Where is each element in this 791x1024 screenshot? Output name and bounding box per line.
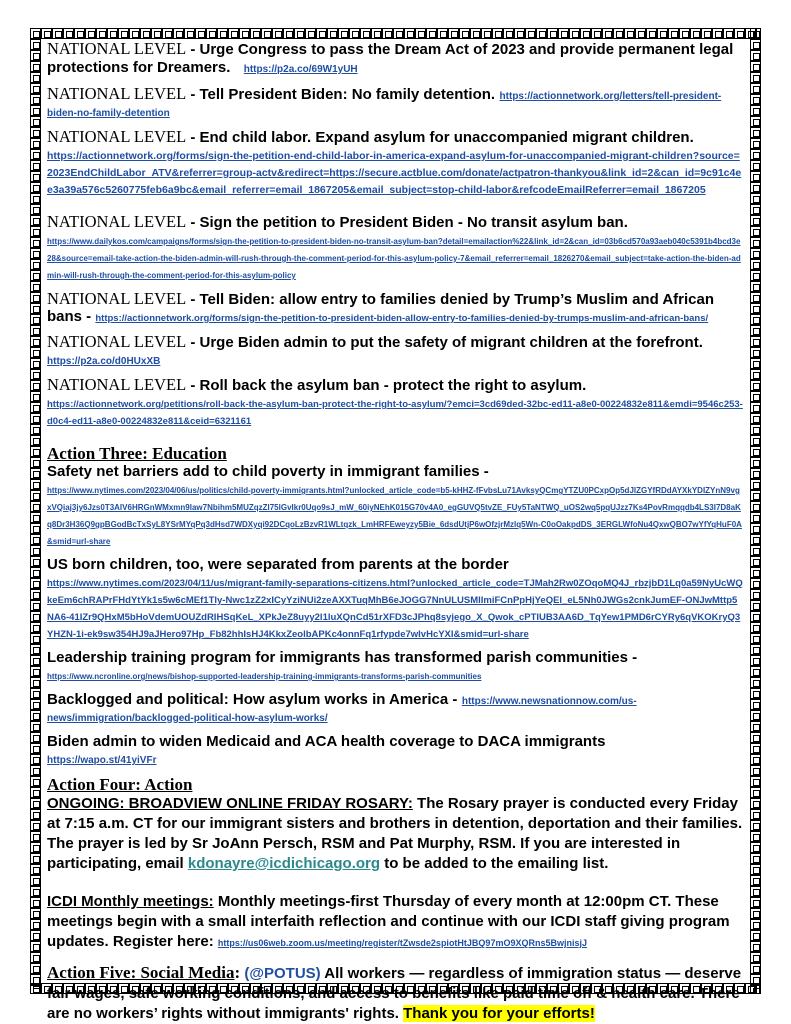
border-ornament bbox=[503, 28, 514, 39]
border-ornament bbox=[750, 666, 761, 677]
border-ornament bbox=[750, 886, 761, 897]
border-ornament bbox=[750, 149, 761, 160]
border-ornament bbox=[30, 952, 41, 963]
border-ornament bbox=[184, 28, 195, 39]
border-ornament bbox=[217, 28, 228, 39]
border-ornament bbox=[750, 314, 761, 325]
border-ornament bbox=[750, 578, 761, 589]
border-ornament bbox=[30, 248, 41, 259]
border-ornament bbox=[30, 633, 41, 644]
education-item: Biden admin to widen Medicaid and ACA health coverage to DACA immigrants https://wapo.st/41yiVFr bbox=[47, 733, 606, 766]
border-ornament bbox=[30, 413, 41, 424]
border-ornament bbox=[30, 237, 41, 248]
border-ornament bbox=[750, 204, 761, 215]
border-ornament bbox=[679, 28, 690, 39]
border-ornament bbox=[30, 380, 41, 391]
border-ornament bbox=[30, 446, 41, 457]
border-ornament bbox=[404, 28, 415, 39]
dream-act-link[interactable]: https://p2a.co/69W1yUH bbox=[243, 64, 358, 75]
border-ornament bbox=[52, 28, 63, 39]
border-ornament bbox=[30, 820, 41, 831]
border-ornament bbox=[30, 655, 41, 666]
border-ornament bbox=[30, 468, 41, 479]
border-ornament bbox=[30, 94, 41, 105]
border-ornament bbox=[558, 28, 569, 39]
border-ornament bbox=[250, 28, 261, 39]
border-ornament bbox=[30, 611, 41, 622]
border-ornament bbox=[96, 28, 107, 39]
border-ornament bbox=[750, 556, 761, 567]
border-ornament bbox=[30, 292, 41, 303]
border-ornament bbox=[30, 875, 41, 886]
border-ornament bbox=[750, 721, 761, 732]
border-ornament bbox=[750, 688, 761, 699]
border-ornament bbox=[750, 259, 761, 270]
muslim-african-bans-link[interactable]: https://actionnetwork.org/forms/sign-the-petition-to-president-biden-allow-entry-to-families-denied-by-trumps-muslim-and-african-bans/ bbox=[95, 313, 709, 324]
border-ornament bbox=[750, 633, 761, 644]
border-ornament bbox=[750, 61, 761, 72]
border-ornament bbox=[750, 413, 761, 424]
border-ornament bbox=[750, 116, 761, 127]
border-ornament bbox=[151, 28, 162, 39]
border-ornament bbox=[613, 28, 624, 39]
education-item: US born children, too, were separated from parents at the border https://www.nytimes.com/2023/04/11/us/migrant-family-separations-citizens.html?unlocked_article_code=TJMah2Rw0ZOqoMQ4J_rbzjbD1Lq0a59NyUcWQkeEm6chRAPrFHdYtYk1s5w6cMEf1Tly-Nwc1zZ2xICyYziNUi2zeAXXTuqMhB6eJOGG7NnULUSMlImiFCnPpHjYeQEl_eL5Nh0JWGs2cnkJumEF-ONJwMttp5NA6-41IZr9QHxM5bHoVdemUOUZdRIHSqKeL_XPkJeZ8uyy2l1luXQnCd51rXFD3cJPhq8syjego_X_Qwok_cPTlUB3AA6D_TqYew1PMD6rCYRy6qVKOKryQ3YHZN-1i-ek9sw354HJ9aJHero97Hp_Fb82hhIsHJ4KkxZeolbAPKc4onnFq1rfypde7wIvHcYXI&smid=url-share bbox=[47, 556, 743, 640]
border-ornament bbox=[750, 215, 761, 226]
border-ornament bbox=[750, 853, 761, 864]
border-ornament bbox=[30, 105, 41, 116]
border-ornament bbox=[30, 776, 41, 787]
border-ornament bbox=[30, 160, 41, 171]
border-ornament bbox=[74, 28, 85, 39]
border-ornament bbox=[426, 28, 437, 39]
border-ornament bbox=[30, 930, 41, 941]
border-ornament bbox=[750, 831, 761, 842]
border-ornament bbox=[30, 721, 41, 732]
border-ornament bbox=[30, 842, 41, 853]
education-item: Safety net barriers add to child poverty in immigrant families - https://www.nytimes.com/2023/04/06/us/politics/child-poverty-immigrants.html?unlocked_article_code=b5-kHHZ-fFvbsLu71AvksyQCmgYTZU0PCxpOp5dJlZGYfRDdAYXkYDIZYnN9vgxVQiaj3jy6Jzs0T3AIV6HRGnWMxmn9law7Nbihm5MUZqzZl75lGvIkr0Uqo9sJ_mW_60iyNEhK015G70v4A0_egGUVQ5tvZE_FUy5TaNTWQ_uOS2wq5pqUJzz7Ks4PovRmqqdb4LS3I7D8aKq8Dr3H36Q9gpBGodBcTxSyL8YSrMYqPq3dHsd7WDXyqi92DCqoLzBzvR1WLtqzk_LmHRFEweyzy5Bie_6dsdUtjP6wOfzjrMzlq5Wn-C0oOakpdDS_3ERGLWfoNu4QxwQBO7wYfYqHuF0A&smid=url-share bbox=[47, 463, 742, 546]
border-ornament bbox=[750, 622, 761, 633]
border-ornament bbox=[470, 28, 481, 39]
border-ornament bbox=[30, 479, 41, 490]
border-ornament bbox=[624, 28, 635, 39]
border-ornament bbox=[30, 523, 41, 534]
border-ornament bbox=[668, 28, 679, 39]
border-ornament bbox=[750, 28, 761, 39]
national-item: NATIONAL LEVEL - Urge Congress to pass the Dream Act of 2023 and provide permanent legal protections for Dreamers. https://p2a.co/69W1yUH bbox=[47, 39, 734, 76]
border-ornament bbox=[30, 699, 41, 710]
thanks-highlight: Thank you for your efforts! bbox=[403, 1005, 595, 1022]
border-ornament bbox=[750, 765, 761, 776]
border-ornament bbox=[30, 259, 41, 270]
border-ornament bbox=[30, 886, 41, 897]
border-ornament bbox=[30, 622, 41, 633]
border-ornament bbox=[30, 391, 41, 402]
border-ornament bbox=[750, 908, 761, 919]
border-ornament bbox=[459, 28, 470, 39]
border-ornament bbox=[657, 28, 668, 39]
border-ornament bbox=[283, 28, 294, 39]
border-ornament bbox=[30, 501, 41, 512]
border-ornament bbox=[30, 985, 41, 994]
border-ornament bbox=[536, 28, 547, 39]
border-ornament bbox=[547, 28, 558, 39]
us-born-children-article-link[interactable]: https://www.nytimes.com/2023/04/11/us/migrant-family-separations-citizens.html?unlocked_article_code=TJMah2Rw0ZOqoMQ4J_rbzjbD1Lq0a59NyUcWQkeEm6chRAPrFHdYtYk1s5w6cMEf1Tly-Nwc1zZ2xICyYziNUi2zeAXXTuqMhB6eJOGG7NnULUSMlImiFCnPpHjYeQEl_eL5Nh0JWGs2cnkJumEF-ONJwMttp5NA6-41IZr9QHxM5bHoVdemUOUZdRIHSqKeL_XPkJeZ8uyy2l1luXQnCd51rXFD3cJPhq8syjego_X_Qwok_cPTlUB3AA6D_TqYew1PMD6rCYRy6qVKOKryQ3YHZN-1i-ek9sw354HJ9aJHero97Hp_Fb82hhIsHJ4KkxZeolbAPKc4onnFq1rfypde7wIvHcYXI&smid=url-share bbox=[47, 578, 743, 640]
border-ornament bbox=[569, 28, 580, 39]
section-heading-education: Action Three: Education bbox=[47, 444, 227, 463]
rosary-paragraph: ONGOING: BROADVIEW ONLINE FRIDAY ROSARY: The Rosary prayer is conducted every Friday at 7:15 a.m. CT for our immigrant sisters and brothers in detention, deportation and their families. The prayer is led by Sr JoAnn Persch, RSM and Pat Murphy, RSM. If you are interested in participating, email kdonayre@icdichicago.org to be added to the emailing list. bbox=[47, 795, 743, 872]
no-transit-asylum-ban-link[interactable]: https://www.dailykos.com/campaigns/forms/sign-the-petition-to-president-biden-no-transit-asylum-ban?detail=emailaction%22&link_id=2&can_id=03b6cd570a93aeb040c5391b4bcd3e28&source=email-take-action-the-biden-admin-will-rush-through-the-comment-period-for-this-asylum-policy-7&email_referrer=email_1826270&email_subject=take-action-the-biden-admin-will-rush-through-the-comment-period-for-this-asylum-policy bbox=[47, 237, 741, 280]
border-ornament bbox=[30, 710, 41, 721]
roll-back-asylum-ban-link[interactable]: https://actionnetwork.org/petitions/roll-back-the-asylum-ban-protect-the-right-to-asylum/?emci=3cd69ded-32bc-ed11-a8e0-00224832e811&emdi=9546c253-d0c4-ed11-a8e0-00224832e811&ceid=6321161 bbox=[47, 399, 743, 427]
border-ornament bbox=[30, 182, 41, 193]
border-ornament bbox=[750, 534, 761, 545]
border-ornament bbox=[750, 468, 761, 479]
border-ornament bbox=[30, 787, 41, 798]
end-child-labor-link[interactable]: https://actionnetwork.org/forms/sign-the-petition-end-child-labor-in-america-expand-asylum-for-unaccompanied-migrant-children?source=2023EndChildLabor_ATV&referrer=group-actv&redirect=https://secure.actblue.com/donate/actpatron-thankyou&link_id=2&can_id=9c91c4ee3a39a576c5260775feb6a9bc&email_referrer=email_1867205&email_subject=stop-child-labor&refcodeEmailReferrer=email_1867205 bbox=[47, 150, 742, 196]
border-ornament bbox=[750, 105, 761, 116]
border-ornament bbox=[382, 28, 393, 39]
border-ornament bbox=[712, 28, 723, 39]
border-ornament bbox=[30, 402, 41, 413]
border-ornament bbox=[750, 402, 761, 413]
border-ornament bbox=[750, 490, 761, 501]
border-ornament bbox=[30, 534, 41, 545]
border-ornament bbox=[750, 292, 761, 303]
border-ornament bbox=[750, 39, 761, 50]
border-ornament bbox=[360, 28, 371, 39]
border-ornament bbox=[30, 765, 41, 776]
border-ornament bbox=[750, 985, 761, 994]
border-ornament bbox=[750, 50, 761, 61]
border-ornament bbox=[30, 281, 41, 292]
border-ornament bbox=[750, 941, 761, 952]
border-ornament bbox=[30, 314, 41, 325]
border-right bbox=[750, 28, 761, 994]
border-ornament bbox=[750, 523, 761, 534]
border-ornament bbox=[750, 600, 761, 611]
border-ornament bbox=[228, 28, 239, 39]
border-ornament bbox=[750, 919, 761, 930]
border-ornament bbox=[750, 72, 761, 83]
border-ornament bbox=[30, 490, 41, 501]
border-ornament bbox=[118, 28, 129, 39]
border-ornament bbox=[140, 28, 151, 39]
icdi-meetings-paragraph: ICDI Monthly meetings: Monthly meetings-first Thursday of every month at 12:00pm CT. These meetings begin with a small interfaith reflection and continue with our ICDI staff giving program updates. Register here: https://us06web.zoom.us/meeting/register/tZwsde2spiotHtJBQ97mO9XQRns5BwjnisjJ bbox=[47, 893, 730, 950]
border-ornament bbox=[750, 655, 761, 666]
border-ornament bbox=[30, 831, 41, 842]
border-ornament bbox=[750, 567, 761, 578]
border-ornament bbox=[30, 589, 41, 600]
border-ornament bbox=[525, 28, 536, 39]
border-ornament bbox=[750, 875, 761, 886]
national-item: NATIONAL LEVEL - Tell President Biden: No family detention. https://actionnetwork.org/letters/tell-president-biden-no-family-detention bbox=[47, 84, 722, 119]
border-ornament bbox=[750, 325, 761, 336]
border-ornament bbox=[30, 358, 41, 369]
section-heading-action: Action Four: Action bbox=[47, 775, 193, 794]
border-ornament bbox=[30, 347, 41, 358]
migrant-children-safety-link[interactable]: https://p2a.co/d0HUxXB bbox=[47, 356, 161, 367]
border-ornament bbox=[750, 820, 761, 831]
border-ornament bbox=[750, 479, 761, 490]
border-ornament bbox=[750, 963, 761, 974]
newsletter-content bbox=[47, 40, 744, 1024]
border-ornament bbox=[30, 644, 41, 655]
border-ornament bbox=[30, 556, 41, 567]
border-ornament bbox=[30, 688, 41, 699]
border-ornament bbox=[750, 248, 761, 259]
leadership-training-article-link[interactable]: https://www.ncronline.org/news/bishop-supported-leadership-training-immigrants-transforms-parish-communities bbox=[47, 672, 482, 681]
border-ornament bbox=[750, 182, 761, 193]
border-ornament bbox=[750, 380, 761, 391]
border-ornament bbox=[750, 743, 761, 754]
border-ornament bbox=[750, 369, 761, 380]
zoom-register-link[interactable]: https://us06web.zoom.us/meeting/register/tZwsde2spiotHtJBQ97mO9XQRns5BwjnisjJ bbox=[217, 938, 587, 948]
border-ornament bbox=[30, 226, 41, 237]
border-ornament bbox=[30, 974, 41, 985]
border-ornament bbox=[646, 28, 657, 39]
border-ornament bbox=[448, 28, 459, 39]
border-ornament bbox=[107, 28, 118, 39]
border-ornament bbox=[371, 28, 382, 39]
border-ornament bbox=[30, 50, 41, 61]
daca-coverage-article-link[interactable]: https://wapo.st/41yiVFr bbox=[47, 755, 157, 766]
border-ornament bbox=[750, 589, 761, 600]
border-ornament bbox=[30, 798, 41, 809]
border-ornament bbox=[750, 94, 761, 105]
border-ornament bbox=[129, 28, 140, 39]
border-ornament bbox=[750, 303, 761, 314]
national-item: NATIONAL LEVEL - Tell Biden: allow entry to families denied by Trump’s Muslim and African bans - https://actionnetwork.org/forms/sign-the-petition-to-president-biden-allow-entry-to-families-denied-by-trumps-muslim-and-african-bans/ bbox=[47, 289, 715, 325]
border-ornament bbox=[30, 325, 41, 336]
border-ornament bbox=[30, 171, 41, 182]
border-ornament bbox=[30, 578, 41, 589]
border-ornament bbox=[30, 127, 41, 138]
border-left bbox=[30, 28, 41, 994]
potus-handle: (@POTUS) bbox=[244, 965, 321, 982]
border-ornament bbox=[30, 28, 41, 39]
border-ornament bbox=[30, 567, 41, 578]
border-ornament bbox=[30, 303, 41, 314]
border-ornament bbox=[30, 138, 41, 149]
border-ornament bbox=[30, 149, 41, 160]
border-ornament bbox=[635, 28, 646, 39]
border-ornament bbox=[591, 28, 602, 39]
border-ornament bbox=[750, 501, 761, 512]
border-ornament bbox=[492, 28, 503, 39]
border-ornament bbox=[723, 28, 734, 39]
border-ornament bbox=[750, 358, 761, 369]
border-ornament bbox=[30, 369, 41, 380]
border-ornament bbox=[750, 391, 761, 402]
border-ornament bbox=[162, 28, 173, 39]
asylum-works-article-link[interactable]: https://www.newsnationnow.com/us-news/immigration/backlogged-political-how-asylum-works/ bbox=[47, 696, 637, 724]
border-ornament bbox=[750, 809, 761, 820]
border-ornament bbox=[30, 754, 41, 765]
border-ornament bbox=[30, 666, 41, 677]
border-ornament bbox=[30, 457, 41, 468]
border-ornament bbox=[338, 28, 349, 39]
border-ornament bbox=[30, 600, 41, 611]
border-ornament bbox=[750, 336, 761, 347]
border-ornament bbox=[30, 908, 41, 919]
border-ornament bbox=[750, 897, 761, 908]
email-link[interactable]: kdonayre@icdichicago.org bbox=[187, 855, 381, 872]
border-ornament bbox=[305, 28, 316, 39]
border-ornament bbox=[750, 677, 761, 688]
border-ornament bbox=[514, 28, 525, 39]
border-ornament bbox=[750, 611, 761, 622]
border-ornament bbox=[30, 897, 41, 908]
border-ornament bbox=[750, 435, 761, 446]
border-ornament bbox=[580, 28, 591, 39]
border-ornament bbox=[701, 28, 712, 39]
border-ornament bbox=[750, 776, 761, 787]
national-item: NATIONAL LEVEL - Roll back the asylum ban - protect the right to asylum. https://actionnetwork.org/petitions/roll-back-the-asylum-ban-protect-the-right-to-asylum/?emci=3cd69ded-32bc-ed11-a8e0-00224832e811&emdi=9546c253-d0c4-ed11-a8e0-00224832e811&ceid=6321161 bbox=[47, 375, 743, 427]
border-ornament bbox=[30, 919, 41, 930]
national-item: NATIONAL LEVEL - Sign the petition to President Biden - No transit asylum ban. https://www.dailykos.com/campaigns/forms/sign-the-petition-to-president-biden-no-transit-asylum-ban?detail=emailaction%22&link_id=2&can_id=03b6cd570a93aeb040c5391b4bcd3e28&source=email-take-action-the-biden-admin-will-rush-through-the-comment-period-for-this-asylum-policy-7&email_referrer=email_1826270&email_subject=take-action-the-biden-admin-will-rush-through-the-comment-period-for-this-asylum-policy bbox=[47, 212, 741, 280]
border-ornament bbox=[30, 270, 41, 281]
border-ornament bbox=[750, 281, 761, 292]
border-ornament bbox=[85, 28, 96, 39]
border-ornament bbox=[30, 512, 41, 523]
border-ornament bbox=[750, 732, 761, 743]
national-item: NATIONAL LEVEL - End child labor. Expand asylum for unaccompanied migrant children. https://actionnetwork.org/forms/sign-the-petition-end-child-labor-in-america-expand-asylum-for-unaccompanied-migrant-children?source=2023EndChildLabor_ATV&referrer=group-actv&redirect=https://secure.actblue.com/donate/actpatron-thankyou&link_id=2&can_id=9c91c4ee3a39a576c5260775feb6a9bc&email_referrer=email_1867205&email_subject=stop-child-labor&refcodeEmailReferrer=email_1867205 bbox=[47, 127, 742, 196]
border-ornament bbox=[750, 699, 761, 710]
border-ornament bbox=[206, 28, 217, 39]
border-ornament bbox=[30, 677, 41, 688]
border-ornament bbox=[30, 853, 41, 864]
border-ornament bbox=[750, 457, 761, 468]
education-item: Leadership training program for immigrants has transformed parish communities - https://www.ncronline.org/news/bishop-supported-leadership-training-immigrants-transforms-parish-communities bbox=[47, 649, 638, 681]
border-ornament bbox=[195, 28, 206, 39]
border-ornament bbox=[30, 39, 41, 50]
border-ornament bbox=[30, 204, 41, 215]
education-item: Backlogged and political: How asylum works in America - https://www.newsnationnow.com/us-news/immigration/backlogged-political-how-asylum-works/ bbox=[47, 691, 637, 724]
section-heading-social-media: Action Five: Social Media bbox=[47, 963, 235, 982]
border-ornament bbox=[30, 193, 41, 204]
border-ornament bbox=[349, 28, 360, 39]
border-ornament bbox=[30, 72, 41, 83]
border-ornament bbox=[481, 28, 492, 39]
border-ornament bbox=[750, 952, 761, 963]
border-ornament bbox=[393, 28, 404, 39]
border-ornament bbox=[30, 336, 41, 347]
border-ornament bbox=[750, 138, 761, 149]
border-ornament bbox=[30, 83, 41, 94]
border-ornament bbox=[734, 28, 745, 39]
border-ornament bbox=[750, 446, 761, 457]
border-ornament bbox=[750, 512, 761, 523]
social-media-paragraph: Action Five: Social Media: (@POTUS) All workers — regardless of immigration status — deserve fair wages, safe working conditions, and access to benefits like paid time off & health care. There are no workers’ rights without immigrants' rights. Thank you for your efforts! bbox=[47, 963, 742, 1022]
border-ornament bbox=[30, 732, 41, 743]
national-item: NATIONAL LEVEL - Urge Biden admin to put the safety of migrant children at the forefront. https://p2a.co/d0HUxXB bbox=[47, 332, 703, 367]
border-ornament bbox=[30, 963, 41, 974]
border-ornament bbox=[30, 61, 41, 72]
border-ornament bbox=[750, 127, 761, 138]
border-ornament bbox=[30, 116, 41, 127]
border-ornament bbox=[30, 809, 41, 820]
border-ornament bbox=[602, 28, 613, 39]
border-ornament bbox=[750, 842, 761, 853]
border-ornament bbox=[30, 941, 41, 952]
border-ornament bbox=[750, 83, 761, 94]
border-ornament bbox=[30, 545, 41, 556]
border-ornament bbox=[261, 28, 272, 39]
border-ornament bbox=[750, 644, 761, 655]
border-ornament bbox=[750, 798, 761, 809]
border-ornament bbox=[239, 28, 250, 39]
border-ornament bbox=[750, 237, 761, 248]
border-ornament bbox=[750, 930, 761, 941]
no-family-detention-link[interactable]: https://actionnetwork.org/letters/tell-president-biden-no-family-detention bbox=[47, 91, 722, 119]
border-top bbox=[30, 28, 761, 39]
border-ornament bbox=[63, 28, 74, 39]
border-ornament bbox=[316, 28, 327, 39]
border-ornament bbox=[41, 28, 52, 39]
border-ornament bbox=[750, 347, 761, 358]
border-ornament bbox=[750, 710, 761, 721]
border-ornament bbox=[30, 743, 41, 754]
border-ornament bbox=[750, 754, 761, 765]
border-ornament bbox=[272, 28, 283, 39]
border-ornament bbox=[750, 226, 761, 237]
border-ornament bbox=[437, 28, 448, 39]
border-ornament bbox=[750, 193, 761, 204]
border-ornament bbox=[690, 28, 701, 39]
border-ornament bbox=[30, 435, 41, 446]
border-ornament bbox=[750, 424, 761, 435]
child-poverty-article-link[interactable]: https://www.nytimes.com/2023/04/06/us/politics/child-poverty-immigrants.html?unlocked_article_code=b5-kHHZ-fFvbsLu71AvksyQCmgYTZU0PCxpOp5dJlZGYfRDdAYXkYDIZYnN9vgxVQiaj3jy6Jzs0T3AIV6HRGnWMxmn9law7Nbihm5MUZqzZl75lGvIkr0Uqo9sJ_mW_60iyNEhK015G70v4A0_egGUVQ5tvZE_FUy5TaNTWQ_uOS2wq5pqUJzz7Ks4PovRmqqdb4LS3I7D8aKq8Dr3H36Q9gpBGodBcTxSyL8YSrMYqPq3dHsd7WDXyqi92DCqoLzBzvR1WLtqzk_LmHRFEweyzy5Bie_6dsdUtjP6wOfzjrMzlq5Wn-C0oOakpdDS_3ERGLWfoNu4QxwQBO7wYfYqHuF0A&smid=url-share bbox=[47, 486, 742, 546]
border-ornament bbox=[750, 974, 761, 985]
border-ornament bbox=[30, 215, 41, 226]
border-ornament bbox=[750, 787, 761, 798]
border-ornament bbox=[750, 171, 761, 182]
border-ornament bbox=[750, 160, 761, 171]
border-ornament bbox=[327, 28, 338, 39]
border-ornament bbox=[750, 864, 761, 875]
border-ornament bbox=[294, 28, 305, 39]
border-ornament bbox=[30, 424, 41, 435]
border-ornament bbox=[750, 545, 761, 556]
border-ornament bbox=[415, 28, 426, 39]
border-ornament bbox=[173, 28, 184, 39]
border-ornament bbox=[30, 864, 41, 875]
border-ornament bbox=[750, 270, 761, 281]
